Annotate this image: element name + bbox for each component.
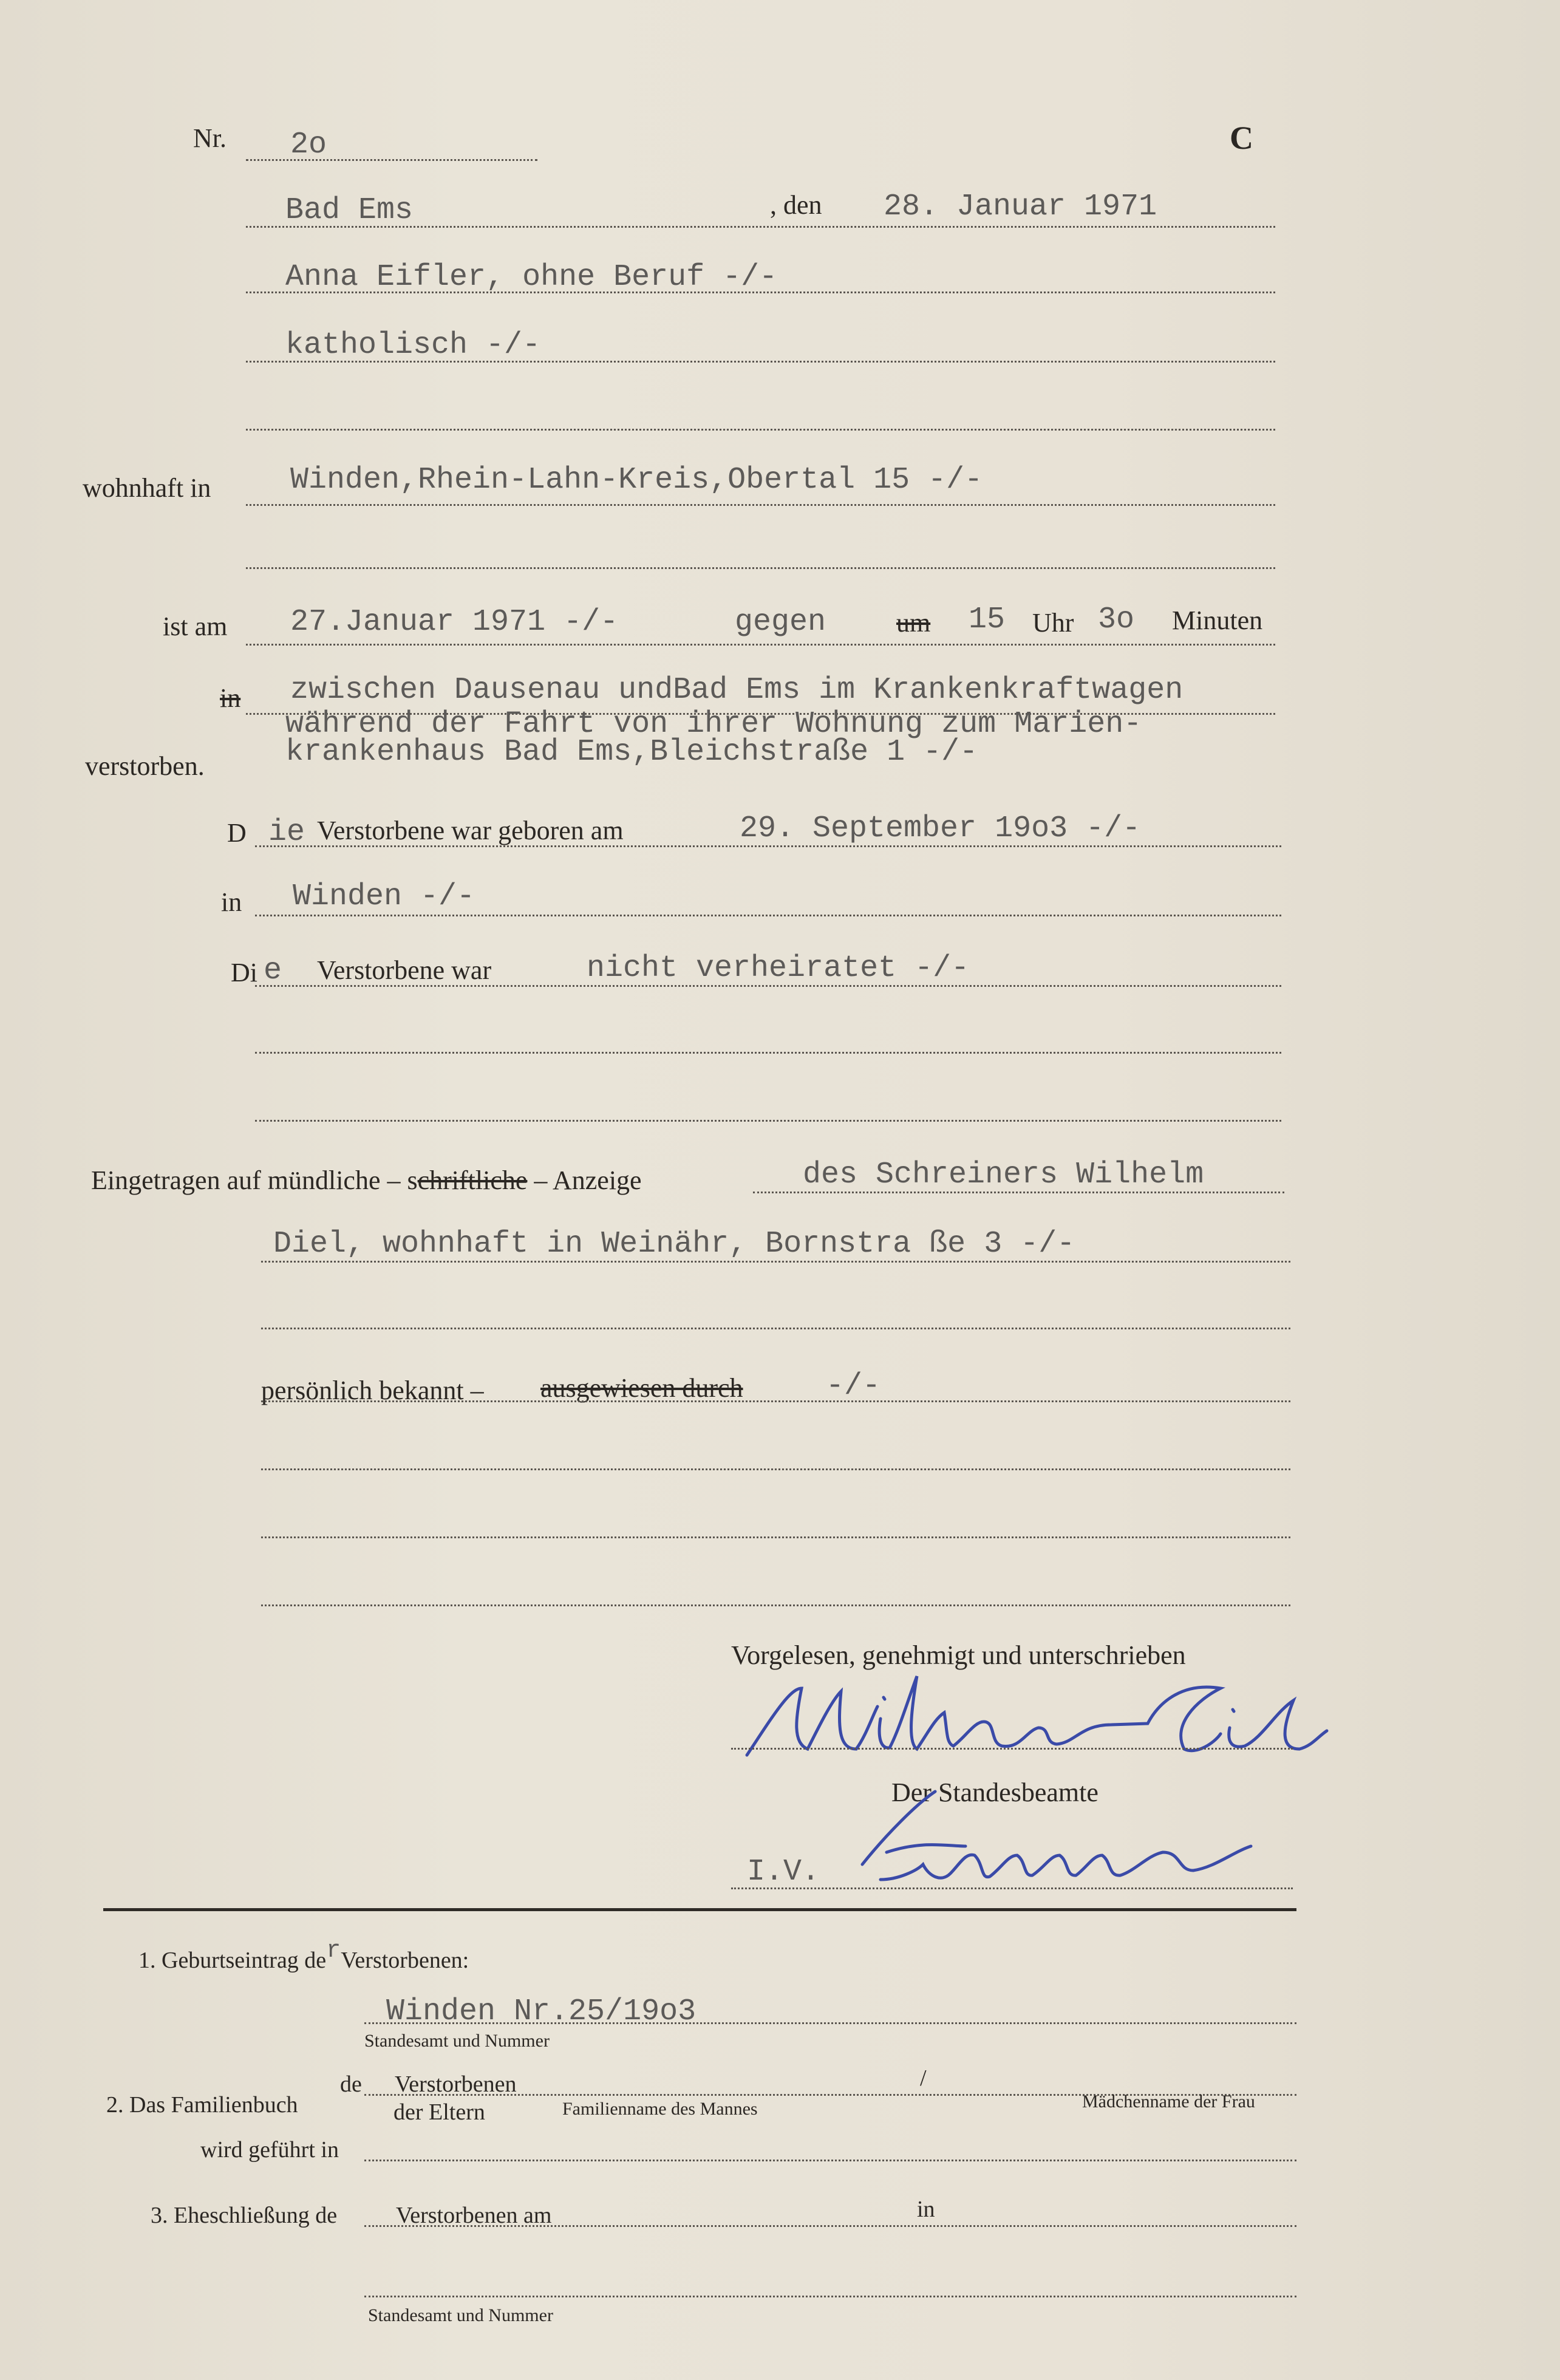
registrar-signature-line bbox=[731, 1887, 1293, 1889]
footer-item3-line-2 bbox=[364, 2296, 1296, 2297]
birth-place: Winden -/- bbox=[293, 879, 475, 914]
footer-item2-verstorbenen: Verstorbenen bbox=[395, 2071, 517, 2097]
birth-in-label: in bbox=[221, 887, 242, 917]
known-struck: ausgewiesen durch bbox=[540, 1373, 743, 1403]
footer-item3-line bbox=[364, 2225, 1296, 2227]
death-place-line-3: krankenhaus Bad Ems,Bleichstraße 1 -/- bbox=[285, 735, 978, 769]
footer-item1-sup: r bbox=[326, 1937, 341, 1965]
blank-line-2 bbox=[261, 1468, 1290, 1470]
footer-item2-gefuehrt: wird geführt in bbox=[200, 2137, 339, 2163]
footer-item3-value: Verstorbenen am bbox=[396, 2203, 552, 2228]
marital-line-3 bbox=[255, 1120, 1281, 1122]
footer-item2-slash: / bbox=[920, 2065, 927, 2091]
entry-label-start: Eingetragen auf mündliche – s bbox=[91, 1165, 418, 1195]
footer-item2-eltern: der Eltern bbox=[393, 2099, 485, 2125]
known-value: -/- bbox=[826, 1369, 881, 1403]
birth-date: 29. September 19o3 -/- bbox=[740, 811, 1141, 846]
footer-item2-gefuehrt-line bbox=[364, 2160, 1296, 2161]
name-value: Anna Eifler, ohne Beruf -/- bbox=[285, 260, 778, 295]
iv-label: I.V. bbox=[747, 1855, 820, 1889]
birth-label: Verstorbene war geboren am bbox=[317, 816, 624, 845]
entry-label bbox=[91, 1165, 642, 1196]
footer-standesamt-label: Standesamt und Nummer bbox=[364, 2031, 550, 2051]
entry-line-3-rule bbox=[261, 1328, 1290, 1329]
birth-prefix-d: D bbox=[227, 818, 247, 848]
entry-line-2-rule bbox=[261, 1261, 1290, 1263]
death-place-line-2: während der Fahrt von ihrer Wohnung zum Marien- bbox=[285, 707, 1142, 742]
footer-maedchenname-label: Mädchenname der Frau bbox=[1082, 2092, 1255, 2112]
known-label: persönlich bekannt – bbox=[261, 1376, 484, 1405]
death-minutes: 3o bbox=[1098, 602, 1135, 637]
minuten-label: Minuten bbox=[1172, 605, 1263, 635]
blank-line-1 bbox=[246, 429, 1275, 431]
footer-item3-in: in bbox=[917, 2197, 935, 2222]
read-approved-label: Vorgelesen, genehmigt und unterschrieben bbox=[731, 1640, 1186, 1670]
entry-label-struck: chriftliche bbox=[417, 1165, 528, 1195]
registrar-signature-icon bbox=[850, 1779, 1275, 1901]
religion-value: katholisch -/- bbox=[285, 328, 541, 363]
nr-line bbox=[246, 159, 537, 161]
registrar-label: Der Standesbeamte bbox=[891, 1778, 1098, 1807]
death-um-struck: um bbox=[896, 608, 931, 638]
footer-item2-de: de bbox=[340, 2071, 362, 2097]
signature-line bbox=[731, 1748, 1293, 1750]
marital-line-2 bbox=[255, 1052, 1281, 1054]
marital-prefix-di: Di bbox=[231, 958, 257, 987]
footer-item1-line bbox=[364, 2022, 1296, 2024]
birth-prefix-ie: ie bbox=[268, 815, 305, 850]
death-place-line-1: zwischen Dausenau undBad Ems im Krankenkraftwagen bbox=[290, 673, 1184, 708]
nr-value: 2o bbox=[290, 128, 327, 162]
death-date-line bbox=[246, 644, 1275, 646]
known-line bbox=[261, 1400, 1290, 1402]
birth-date-line bbox=[255, 845, 1281, 847]
religion-line bbox=[246, 361, 1275, 363]
residence-line-2 bbox=[246, 567, 1275, 569]
informant-signature-icon bbox=[735, 1664, 1336, 1773]
den-label: , den bbox=[770, 190, 822, 220]
date-value: 28. Januar 1971 bbox=[884, 189, 1157, 224]
residence-label: wohnhaft in bbox=[83, 473, 211, 503]
footer-item1-label bbox=[138, 1937, 469, 1976]
death-gegen: gegen bbox=[735, 605, 826, 639]
type-letter: C bbox=[1230, 120, 1253, 156]
place-value: Bad Ems bbox=[285, 193, 414, 228]
verstorben-label: verstorben. bbox=[85, 751, 205, 781]
footer-item3-label: 3. Eheschließung de bbox=[151, 2203, 338, 2228]
birth-place-line bbox=[255, 915, 1281, 916]
place-date-line bbox=[246, 226, 1275, 228]
residence-value: Winden,Rhein-Lahn-Kreis,Obertal 15 -/- bbox=[290, 463, 983, 497]
death-hour: 15 bbox=[969, 602, 1006, 637]
footer-item1-suffix: Verstorbenen: bbox=[341, 1948, 469, 1973]
footer-separator bbox=[103, 1908, 1296, 1911]
entry-line-1-rule bbox=[753, 1192, 1284, 1193]
death-date-value: 27.Januar 1971 -/- bbox=[290, 605, 619, 639]
death-in-label: in bbox=[220, 683, 241, 713]
marital-value: nicht verheiratet -/- bbox=[587, 951, 970, 986]
blank-line-3 bbox=[261, 1536, 1290, 1538]
death-date-label: ist am bbox=[163, 612, 228, 641]
blank-line-4 bbox=[261, 1604, 1290, 1606]
uhr-label: Uhr bbox=[1032, 608, 1074, 638]
footer-familienname-label: Familienname des Mannes bbox=[562, 2099, 758, 2119]
entry-label-end: – Anzeige bbox=[534, 1165, 642, 1195]
footer-item1-value: Winden Nr.25/19o3 bbox=[386, 1994, 697, 2029]
name-line bbox=[246, 292, 1275, 293]
marital-label: Verstorbene war bbox=[317, 955, 492, 985]
nr-label: Nr. bbox=[193, 123, 227, 153]
marital-line bbox=[255, 985, 1281, 987]
entry-line-1: des Schreiners Wilhelm bbox=[803, 1158, 1204, 1192]
footer-standesamt-label-2: Standesamt und Nummer bbox=[368, 2305, 553, 2325]
footer-item1-text: 1. Geburtseintrag de bbox=[138, 1948, 327, 1973]
residence-line bbox=[246, 504, 1275, 506]
entry-line-2: Diel, wohnhaft in Weinähr, Bornstra ße 3 -/- bbox=[273, 1227, 1075, 1261]
footer-item2-label: 2. Das Familienbuch bbox=[106, 2092, 298, 2118]
marital-prefix-e: e bbox=[264, 953, 282, 988]
